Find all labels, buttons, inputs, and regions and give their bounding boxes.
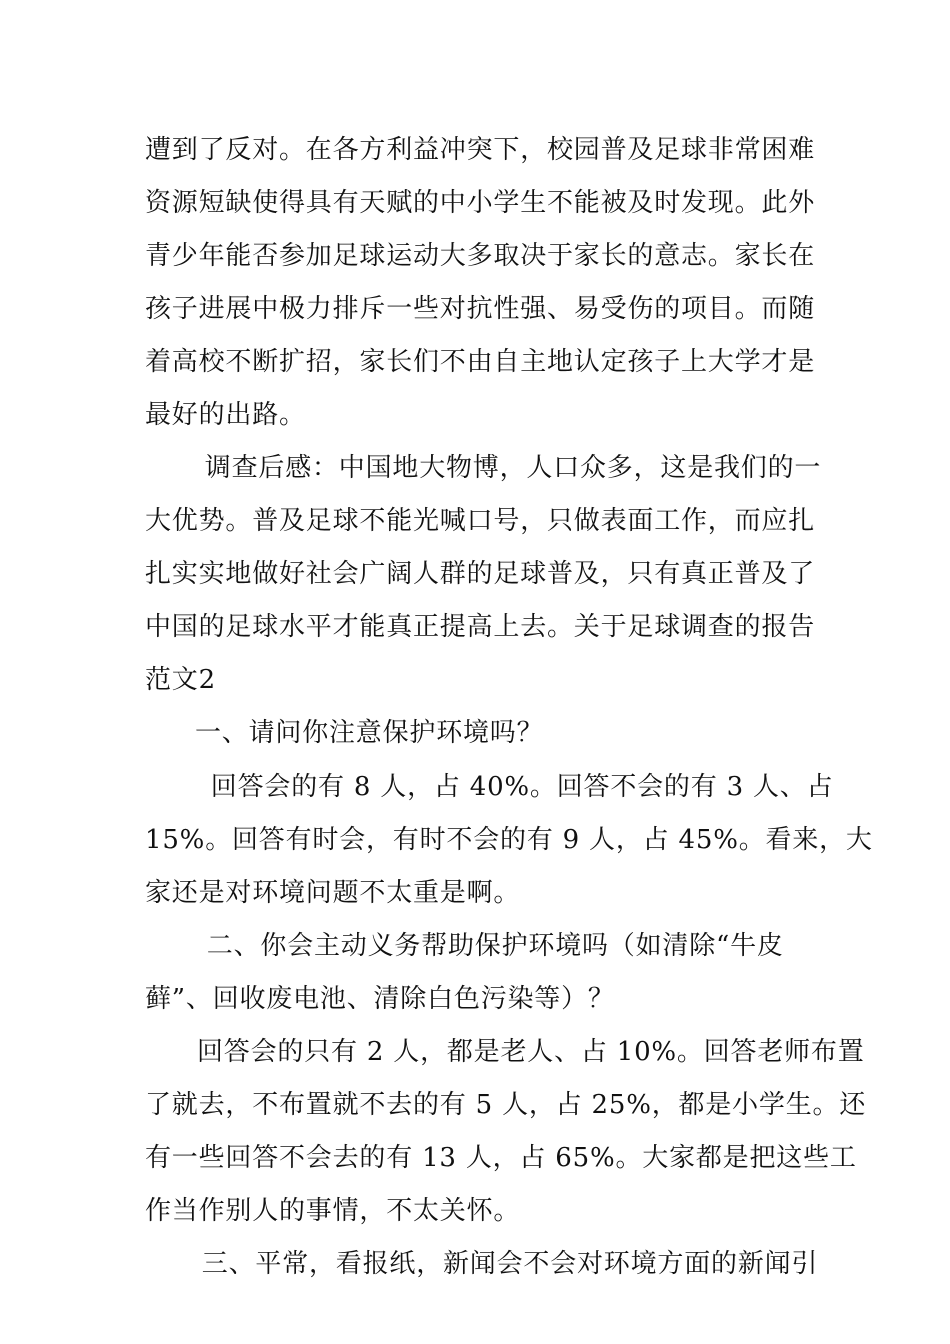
text-line: 家还是对环境问题不太重是啊。: [145, 878, 521, 908]
text-line: 了就去，不布置就不去的有 5 人，占 25%，都是小学生。还: [145, 1090, 867, 1120]
text-line: 遭到了反对。在各方利益冲突下，校园普及足球非常困难: [145, 135, 816, 165]
text-line: 着高校不断扩招，家长们不由自主地认定孩子上大学才是: [145, 347, 816, 377]
text-line: 扎实实地做好社会广阔人群的足球普及，只有真正普及了: [145, 559, 816, 589]
text-line: 孩子进展中极力排斥一些对抗性强、易受伤的项目。而随: [145, 294, 816, 324]
text-line: 回答会的只有 2 人，都是老人、占 10%。回答老师布置: [197, 1037, 865, 1067]
text-line: 最好的出路。: [145, 400, 306, 430]
section-heading-2: 二、你会主动义务帮助保护环境吗（如清除“牛皮: [180, 931, 784, 961]
text-line: 中国的足球水平才能真正提高上去。关于足球调查的报告: [145, 612, 816, 642]
text-line: 调查后感：中国地大物博，人口众多，这是我们的一: [178, 453, 822, 483]
text-line: 资源短缺使得具有天赋的中小学生不能被及时发现。此外: [145, 188, 816, 218]
text-line: 回答会的有 8 人，占 40%。回答不会的有 3 人、占: [184, 772, 834, 802]
section-heading-1: 一、请问你注意保护环境吗？: [195, 718, 544, 748]
text-line: 大优势。普及足球不能光喊口号，只做表面工作，而应扎: [145, 506, 816, 536]
text-line: 青少年能否参加足球运动大多取决于家长的意志。家长在: [145, 241, 816, 271]
text-line: 范文2: [145, 665, 216, 695]
text-line: 藓”、回收废电池、清除白色污染等）？: [145, 984, 615, 1014]
section-heading-3: 三、平常，看报纸，新闻会不会对环境方面的新闻引: [175, 1249, 819, 1279]
text-line: 作当作别人的事情，不太关怀。: [145, 1196, 521, 1226]
text-line: 有一些回答不会去的有 13 人，占 65%。大家都是把这些工: [145, 1143, 857, 1173]
text-line: 15%。回答有时会，有时不会的有 9 人，占 45%。看来，大: [145, 825, 873, 855]
